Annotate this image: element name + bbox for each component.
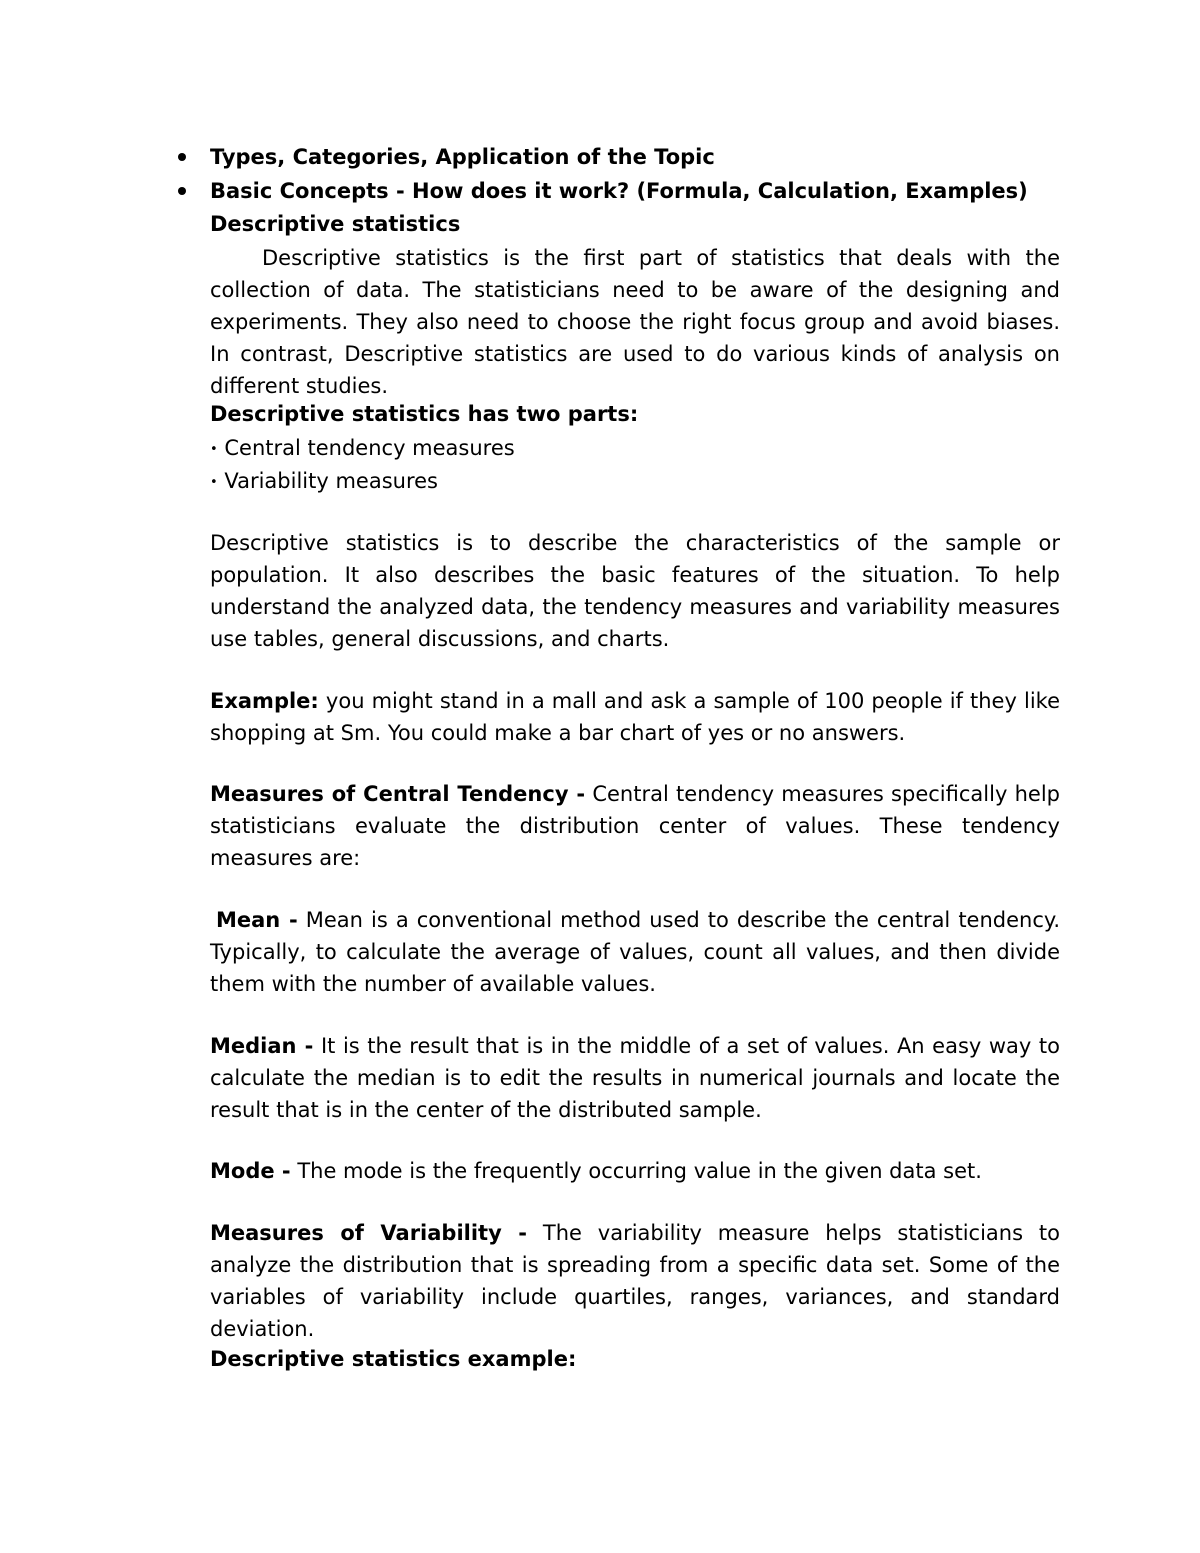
variability-text: The variability measure helps statisticians to analyze the distribution that is spreading from a specific data set. Some of the variables of variability include quartiles, ranges, variances, and standard deviation. xyxy=(210,1221,1060,1341)
intro-paragraph: Descriptive statistics is the first part of statistics that deals with the collection of data. The statisticians need to be aware of the designing and experiments. They also need to choose the right focus group and avoid biases. In contrast, Descriptive statistics are used to do various kinds of analysis on different studies. xyxy=(210,246,1060,398)
describe-paragraph: Descriptive statistics is to describe the characteristics of the sample or population. It also describes the basic features of the situation. To help understand the analyzed data, the tendency measures and variability measures use tables, general discussions, and charts. xyxy=(210,531,1060,651)
example-heading: Descriptive statistics example: xyxy=(210,1347,577,1371)
list-item xyxy=(210,432,515,466)
central-tendency-label: Measures of Central Tendency - xyxy=(210,782,586,806)
mean-text: Mean is a conventional method used to describe the central tendency. Typically, to calculate the average of values, count all values, and then divide them with the number of available values. xyxy=(210,908,1060,996)
variability-paragraph xyxy=(210,1217,1060,1345)
mean-label: Mean - xyxy=(216,908,298,932)
two-parts-heading: Descriptive statistics has two parts: xyxy=(210,402,639,426)
bullet-dot-icon xyxy=(178,187,186,195)
mode-text: The mode is the frequently occurring value in the given data set. xyxy=(290,1159,982,1183)
list-item xyxy=(210,465,438,499)
median-paragraph xyxy=(210,1030,1060,1126)
variability-label: Measures of Variability - xyxy=(210,1221,527,1245)
mode-paragraph xyxy=(210,1155,1060,1187)
list-item-label: Variability measures xyxy=(224,469,438,493)
central-tendency-text: Central tendency measures specifically help statisticians evaluate the distribution center of values. These tendency measures are: xyxy=(210,782,1060,870)
small-bullet-icon: • xyxy=(210,442,218,457)
example-paragraph xyxy=(210,685,1060,749)
median-label: Median - xyxy=(210,1034,314,1058)
central-tendency-paragraph xyxy=(210,778,1060,874)
small-bullet-icon: • xyxy=(210,475,218,490)
example-text: you might stand in a mall and ask a sample of 100 people if they like shopping at Sm. You could make a bar chart of yes or no answers. xyxy=(210,689,1060,745)
example-label: Example: xyxy=(210,689,319,713)
section-heading-descriptive: Descriptive statistics xyxy=(210,212,461,236)
bullet-item-types: Types, Categories, Application of the Topic xyxy=(210,145,715,169)
mode-label: Mode - xyxy=(210,1159,291,1183)
list-item-label: Central tendency measures xyxy=(224,436,515,460)
mean-paragraph xyxy=(210,904,1060,1000)
median-text: It is the result that is in the middle of a set of values. An easy way to calculate the median is to edit the results in numerical journals and locate the result that is in the center of the distributed sample. xyxy=(210,1034,1060,1122)
bullet-dot-icon xyxy=(178,153,186,161)
bullet-item-basic-concepts: Basic Concepts - How does it work? (Formula, Calculation, Examples) xyxy=(210,179,1028,203)
